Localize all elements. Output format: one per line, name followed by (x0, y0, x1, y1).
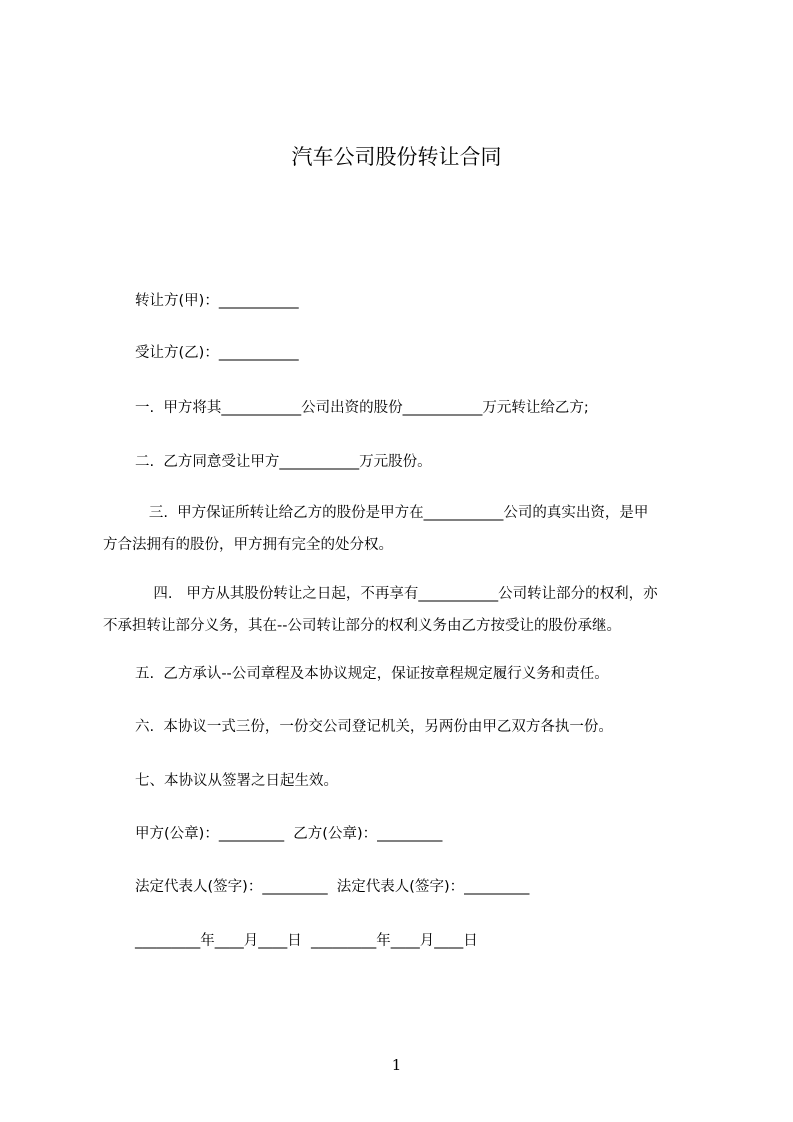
clause-4 (103, 578, 703, 642)
transferor-line: 转让方(甲)：___________ (135, 293, 299, 309)
clause-3-line-1: 三. 甲方保证所转让给乙方的股份是甲方在___________公司的真实出资，是甲 (135, 505, 649, 521)
clause-1: 一. 甲方将其___________公司出资的股份___________万元转让给乙方; (135, 400, 589, 416)
date-line: _________年____月____日 _________年____月____日 (135, 933, 478, 949)
clause-7: 七、本协议从签署之日起生效。 (135, 773, 338, 789)
transferee-line: 受让方(乙)：___________ (135, 345, 299, 361)
clause-3-line-2: 方合法拥有的股份，甲方拥有完全的处分权。 (103, 537, 393, 553)
seal-line: 甲方(公章)：_________ 乙方(公章)：_________ (135, 826, 443, 842)
clause-3 (103, 497, 703, 561)
clause-6: 六. 本协议一式三份，一份交公司登记机关，另两份由甲乙双方各执一份。 (135, 719, 613, 735)
page-number: 1 (391, 1056, 402, 1074)
clause-4-line-1: 四. 甲方从其股份转让之日起，不再享有___________公司转让部分的权利，亦 (135, 586, 658, 602)
clause-5: 五. 乙方承认--公司章程及本协议规定，保证按章程规定履行义务和责任。 (135, 666, 609, 682)
clause-2: 二. 乙方同意受让甲方___________万元股份。 (135, 454, 432, 470)
document-title: 汽车公司股份转让合同 (291, 145, 502, 169)
clause-4-line-2: 不承担转让部分义务，其在--公司转让部分的权利义务由乙方按受让的股份承继。 (103, 618, 621, 634)
representative-line: 法定代表人(签字)：_________ 法定代表人(签字)：_________ (135, 879, 530, 895)
